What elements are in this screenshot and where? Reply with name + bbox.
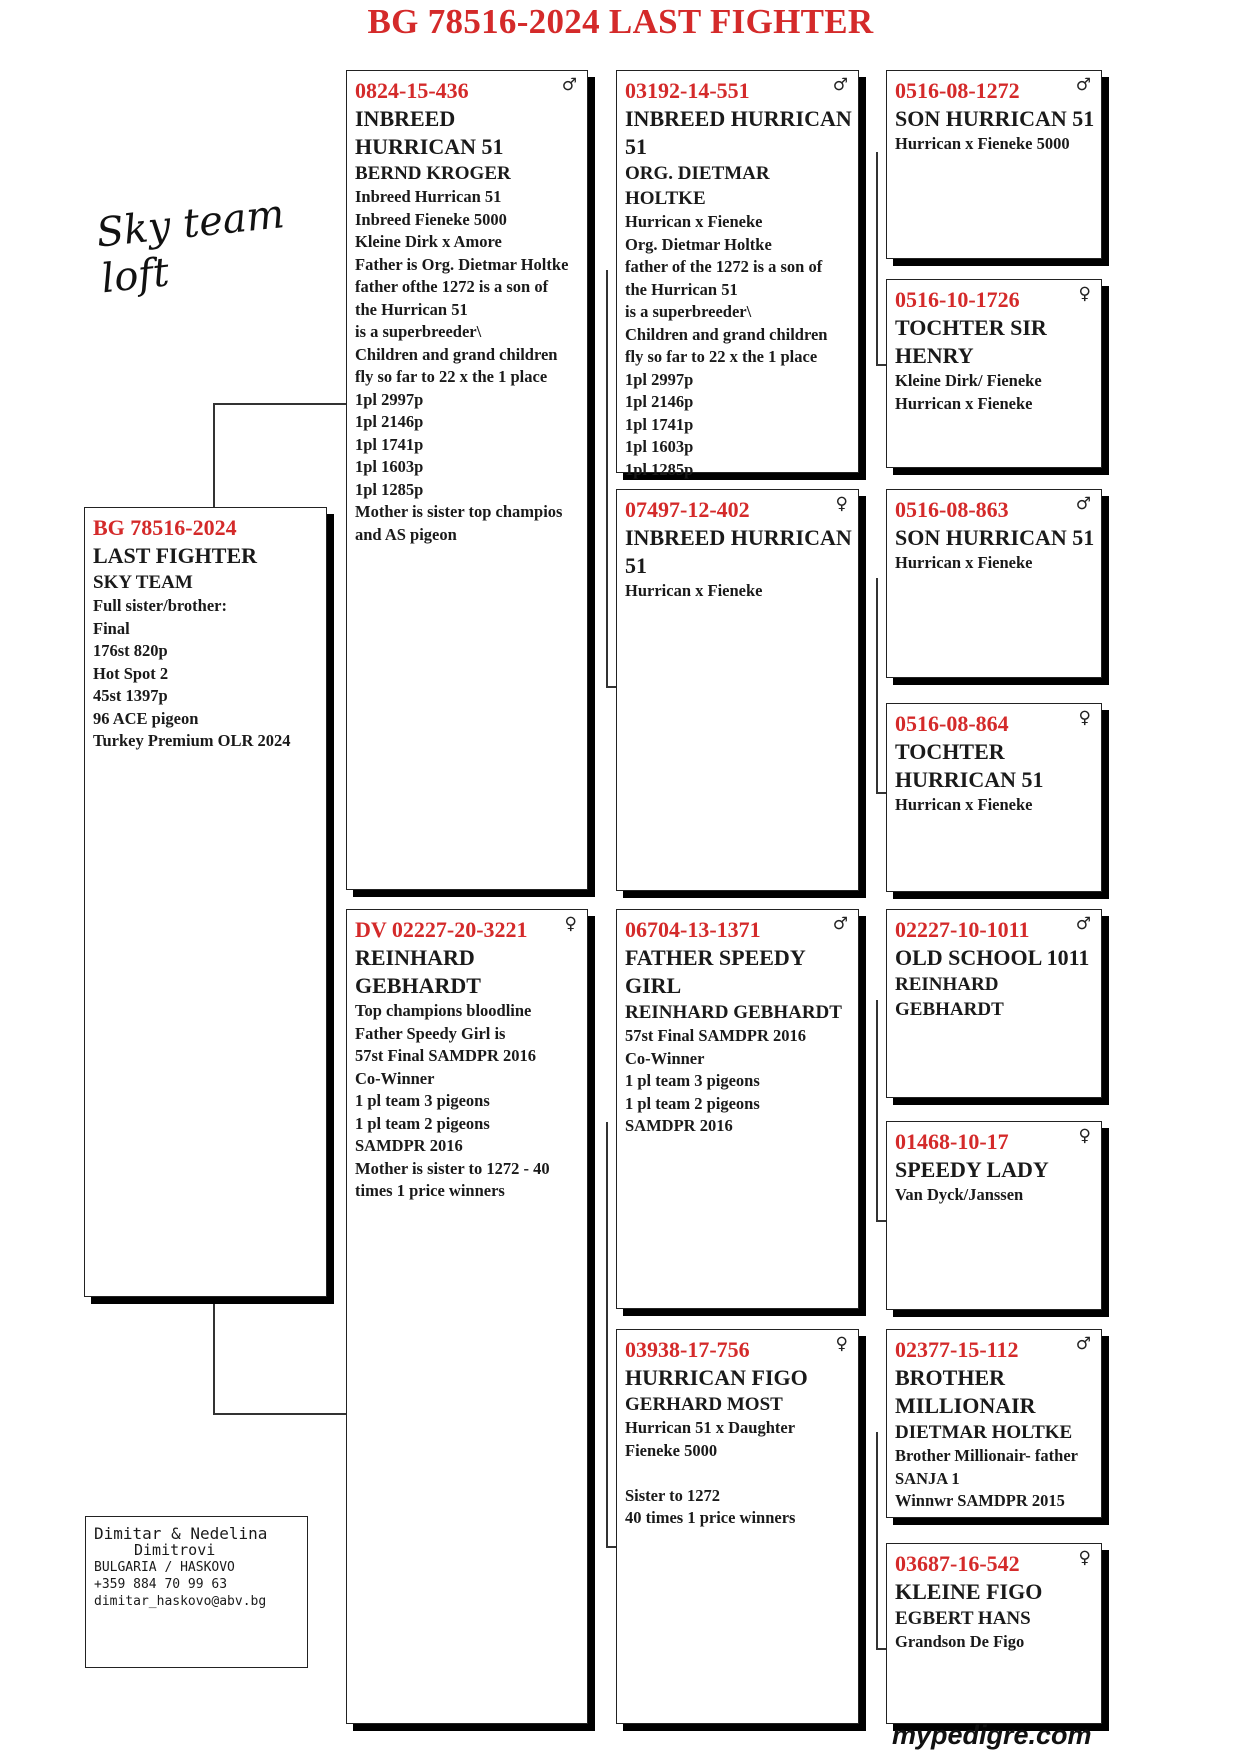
contact-box (85, 1516, 308, 1668)
contact-location: BULGARIA / HASKOVO (94, 1560, 235, 1575)
connector-line (606, 270, 608, 686)
pigeon-name: LAST FIGHTER (93, 543, 258, 568)
connector-line (876, 1432, 878, 1648)
connector-line (876, 792, 886, 794)
pigeon-name: HURRICAN FIGO (625, 1365, 808, 1390)
female-symbol-icon: ♀ (1078, 284, 1091, 304)
pigeon-name: INBREED HURRICAN 51 (625, 106, 852, 159)
male-symbol-icon: ♂ (561, 75, 577, 95)
pigeon-card-fff[interactable] (886, 70, 1102, 259)
pigeon-name: REINHARD GEBHARDT (355, 945, 481, 998)
pigeon-card-mother[interactable] (346, 909, 588, 1724)
breeder-name: GERHARD MOST (625, 1394, 783, 1415)
pigeon-notes: Brother Millionair- father SANJA 1 Winnwr SAMDPR 2015 (895, 1446, 1078, 1510)
pigeon-card-mff[interactable] (886, 909, 1102, 1098)
pigeon-notes: Hurrican 51 x Daughter Fieneke 5000 Sister to 1272 40 times 1 price winners (625, 1418, 796, 1527)
connector-line (213, 403, 215, 507)
breeder-name: EGBERT HANS (895, 1608, 1031, 1629)
pigeon-card-father[interactable] (346, 70, 588, 890)
connector-line (876, 1000, 878, 1220)
connector-line (876, 1648, 886, 1650)
pigeon-notes: Hurrican x Fieneke (895, 553, 1033, 572)
contact-surname: Dimitrovi (134, 1541, 216, 1559)
pigeon-name: BROTHER MILLIONAIR (895, 1365, 1036, 1418)
contact-phone: +359 884 70 99 63 (94, 1577, 228, 1592)
ring-number: 03192-14-551 (625, 78, 750, 103)
pigeon-notes: Grandson De Figo (895, 1632, 1025, 1651)
ring-number: 02227-10-1011 (895, 917, 1030, 942)
ring-number: 0516-08-864 (895, 711, 1009, 736)
breeder-name: ORG. DIETMAR HOLTKE (625, 163, 770, 209)
pigeon-card-fmm[interactable] (886, 703, 1102, 892)
sky-team-logo: Sky team loft (94, 191, 287, 303)
pigeon-notes: Hurrican x Fieneke (625, 581, 763, 600)
pigeon-card-ffm[interactable] (886, 279, 1102, 468)
contact-email: dimitar_haskovo@abv.bg (94, 1594, 267, 1609)
pigeon-notes: Kleine Dirk/ Fieneke Hurrican x Fieneke (895, 371, 1042, 413)
ring-number: 0516-08-863 (895, 497, 1009, 522)
pigeon-name: INBREED HURRICAN 51 (355, 106, 504, 159)
male-symbol-icon: ♂ (1075, 1334, 1091, 1354)
female-symbol-icon: ♀ (835, 1334, 848, 1354)
connector-line (606, 1122, 608, 1546)
pedigree-title: BG 78516-2024 LAST FIGHTER (367, 2, 874, 41)
ring-number: 02377-15-112 (895, 1337, 1019, 1362)
connector-line (606, 686, 616, 688)
pigeon-name: INBREED HURRICAN 51 (625, 525, 852, 578)
female-symbol-icon: ♀ (1078, 1126, 1091, 1146)
pigeon-card-mmm[interactable] (886, 1543, 1102, 1724)
female-symbol-icon: ♀ (564, 914, 577, 934)
breeder-name: BERND KROGER (355, 163, 511, 184)
pigeon-card-mm[interactable] (616, 1329, 859, 1724)
breeder-name: REINHARD GEBHARDT (895, 974, 1004, 1020)
pigeon-name: TOCHTER HURRICAN 51 (895, 739, 1044, 792)
ring-number: 0824-15-436 (355, 78, 469, 103)
pigeon-name: OLD SCHOOL 1011 (895, 945, 1090, 970)
connector-line (876, 364, 886, 366)
pigeon-card-mfm[interactable] (886, 1121, 1102, 1310)
female-symbol-icon: ♀ (835, 494, 848, 514)
pigeon-notes: Hurrican x Fieneke Org. Dietmar Holtke father of the 1272 is a son of the Hurrican 51 is a superbreeder\ Children and grand children fly so far to 22 x the 1 place 1pl 2997p 1pl 2146p 1pl 1741p 1pl 1603p 1pl 1285p (625, 212, 828, 479)
pigeon-notes: Van Dyck/Janssen (895, 1185, 1024, 1204)
connector-line (213, 1300, 215, 1413)
pigeon-card-main[interactable] (84, 507, 327, 1297)
connector-line (213, 403, 346, 405)
pigeon-card-ff[interactable] (616, 70, 859, 479)
pigeon-notes: Top champions bloodline Father Speedy Girl is 57st Final SAMDPR 2016 Co-Winner 1 pl team 3 pigeons 1 pl team 2 pigeons SAMDPR 2016 Mother is sister to 1272 - 40 times 1 price winners (355, 1001, 550, 1200)
connector-line (876, 152, 878, 364)
breeder-name: DIETMAR HOLTKE (895, 1422, 1073, 1443)
ring-number: 0516-08-1272 (895, 78, 1020, 103)
mypedigre-brand[interactable]: mypedigre.com (892, 1720, 1092, 1750)
female-symbol-icon: ♀ (1078, 1548, 1091, 1568)
pigeon-card-fmf[interactable] (886, 489, 1102, 678)
ring-number: 07497-12-402 (625, 497, 750, 522)
connector-line (213, 1413, 346, 1415)
pigeon-notes: Hurrican x Fieneke (895, 795, 1033, 814)
ring-number: 06704-13-1371 (625, 917, 761, 942)
ring-number: 01468-10-17 (895, 1129, 1009, 1154)
female-symbol-icon: ♀ (1078, 708, 1091, 728)
pigeon-name: TOCHTER SIR HENRY (895, 315, 1047, 368)
breeder-name: SKY TEAM (93, 572, 193, 593)
male-symbol-icon: ♂ (1075, 75, 1091, 95)
pigeon-name: KLEINE FIGO (895, 1579, 1043, 1604)
pigeon-card-fm[interactable] (616, 489, 859, 891)
ring-number: BG 78516-2024 (93, 515, 237, 540)
connector-line (876, 578, 878, 792)
connector-line (876, 1220, 886, 1222)
pigeon-card-mf[interactable] (616, 909, 859, 1309)
male-symbol-icon: ♂ (832, 914, 848, 934)
pigeon-notes: Full sister/brother: Final 176st 820p Hot Spot 2 45st 1397p 96 ACE pigeon Turkey Premium OLR 2024 (93, 596, 291, 750)
contact-name: Dimitar & Nedelina (94, 1524, 268, 1543)
pigeon-name: FATHER SPEEDY GIRL (625, 945, 805, 998)
pigeon-notes: Hurrican x Fieneke 5000 (895, 134, 1070, 153)
pigeon-name: SPEEDY LADY (895, 1157, 1049, 1182)
ring-number: DV 02227-20-3221 (355, 917, 528, 942)
pigeon-notes: 57st Final SAMDPR 2016 Co-Winner 1 pl team 3 pigeons 1 pl team 2 pigeons SAMDPR 2016 (625, 1026, 807, 1135)
pigeon-notes: Inbreed Hurrican 51 Inbreed Fieneke 5000 Kleine Dirk x Amore Father is Org. Dietmar Holtke father ofthe 1272 is a son of the Hurrican 51 is a superbreeder\ Children and grand children fly so far to 22 x the 1 place 1pl 2997p 1pl 2146p 1pl 1741p 1pl 1603p 1pl 1285p Mother is sister top champios and AS pigeon (355, 187, 569, 544)
male-symbol-icon: ♂ (1075, 494, 1091, 514)
ring-number: 03687-16-542 (895, 1551, 1020, 1576)
ring-number: 03938-17-756 (625, 1337, 750, 1362)
pigeon-name: SON HURRICAN 51 (895, 106, 1095, 131)
pigeon-card-mmf[interactable] (886, 1329, 1102, 1518)
male-symbol-icon: ♂ (832, 75, 848, 95)
ring-number: 0516-10-1726 (895, 287, 1020, 312)
connector-line (606, 1546, 616, 1548)
breeder-name: REINHARD GEBHARDT (625, 1002, 842, 1023)
male-symbol-icon: ♂ (1075, 914, 1091, 934)
pigeon-name: SON HURRICAN 51 (895, 525, 1095, 550)
